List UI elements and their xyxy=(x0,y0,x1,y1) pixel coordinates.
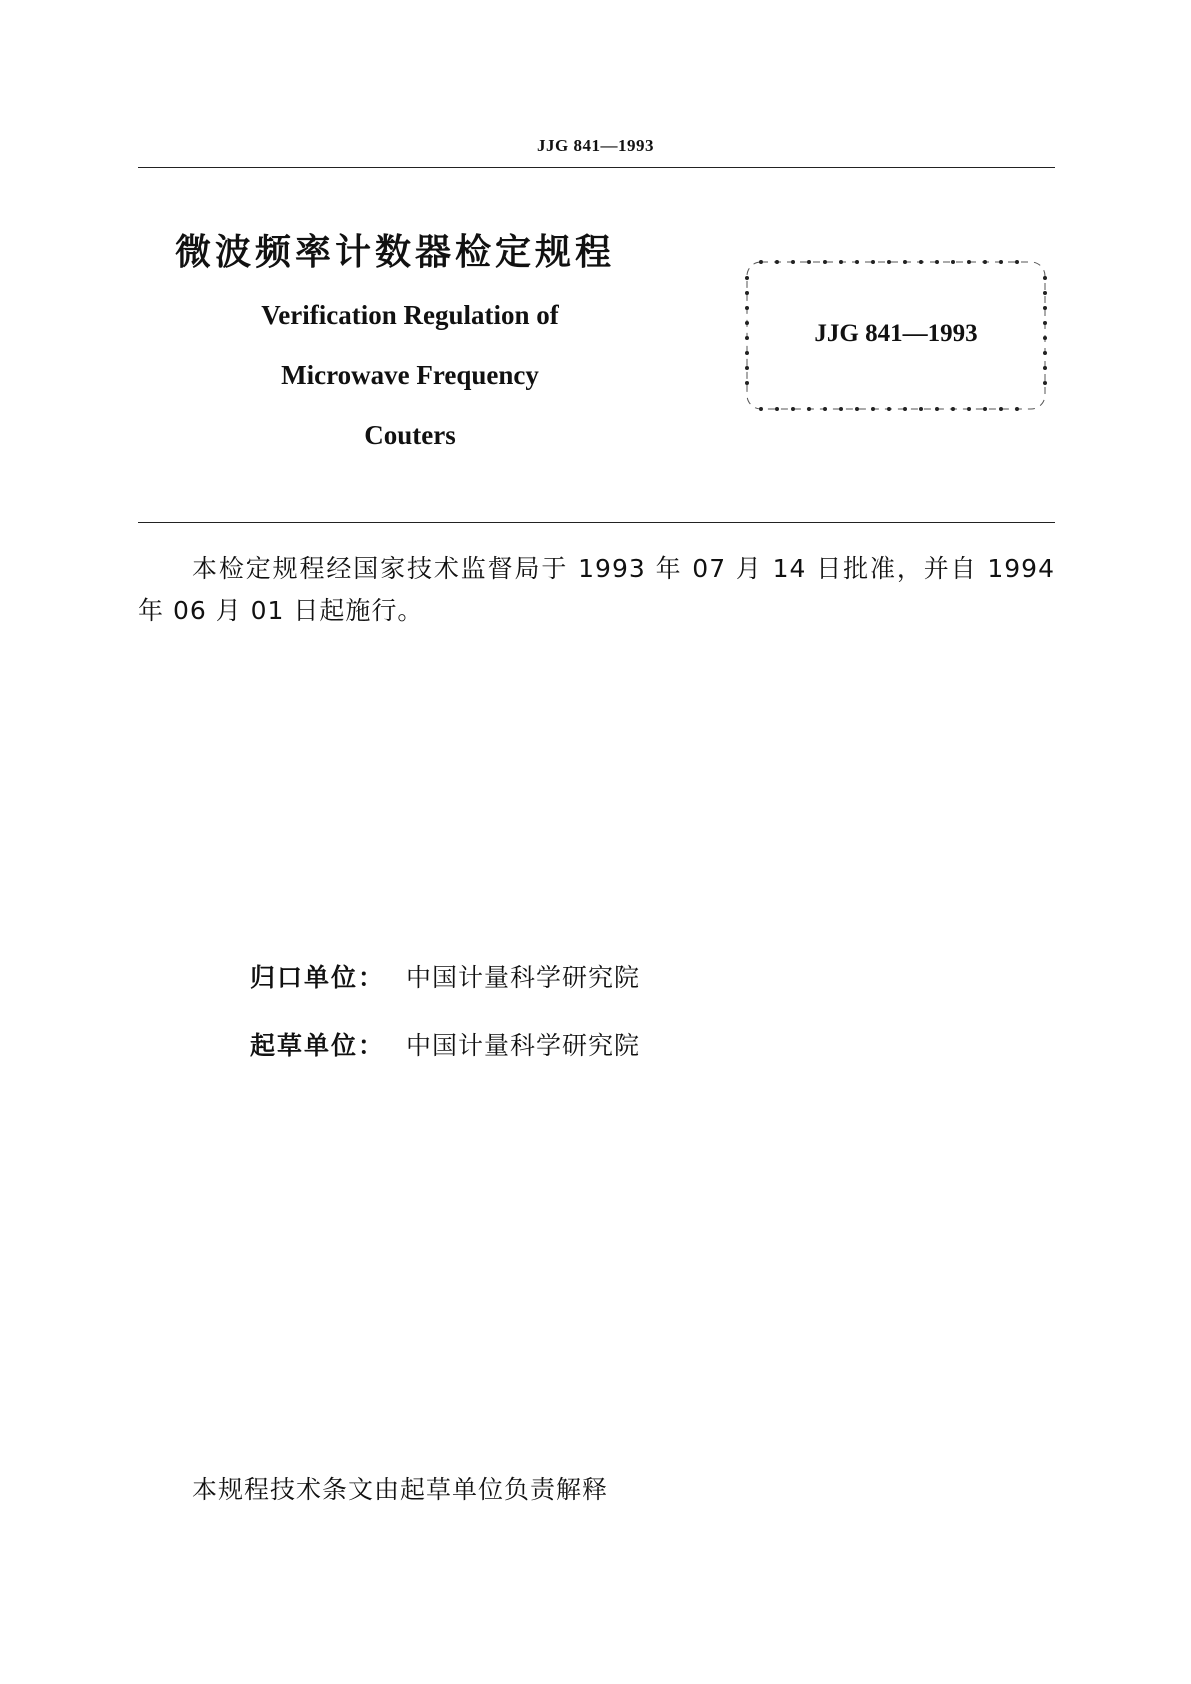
approval-statement: 本检定规程经国家技术监督局于 1993 年 07 月 14 日批准，并自 1994 年 06 月 01 日起施行。 xyxy=(138,554,1055,625)
section-rule xyxy=(138,522,1055,523)
document-title-english-line-3: Couters xyxy=(364,420,456,450)
org-value: 中国计量科学研究院 xyxy=(406,1031,641,1060)
document-title-english-line-1: Verification Regulation of xyxy=(261,300,559,330)
running-header: JJG 841—1993 xyxy=(537,136,654,155)
header-rule xyxy=(138,167,1055,168)
code-box xyxy=(743,258,1049,413)
org-row-responsible xyxy=(250,958,640,994)
org-label: 起草单位： xyxy=(250,1031,386,1060)
document-title-english-line-2: Microwave Frequency xyxy=(281,360,539,390)
footer-note: 本规程技术条文由起草单位负责解释 xyxy=(192,1475,609,1504)
org-value: 中国计量科学研究院 xyxy=(406,963,641,992)
document-title-chinese: 微波频率计数器检定规程 xyxy=(175,232,616,273)
org-row-drafting xyxy=(250,1026,640,1062)
code-box-label: JJG 841—1993 xyxy=(814,320,978,347)
org-label: 归口单位： xyxy=(250,963,386,992)
